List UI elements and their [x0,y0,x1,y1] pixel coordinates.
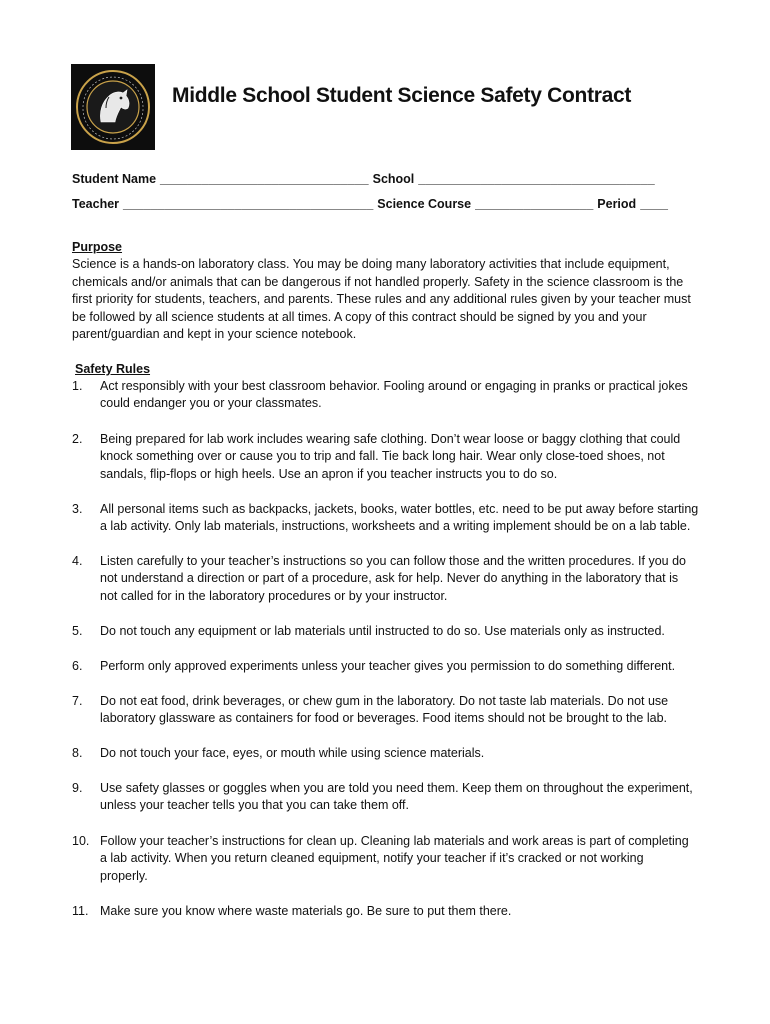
student-name-label: Student Name [72,172,157,186]
purpose-heading: Purpose [72,240,123,254]
student-name-field[interactable]: ______________________________ [160,172,369,186]
rule-number: 9. [72,781,83,795]
rule-line: unless your teacher tells you that you can take them off. [100,798,409,813]
rule-line: not called for in the laboratory procedures or by your instructor. [100,588,448,603]
rule-number: 8. [72,746,83,760]
rule-text [100,501,712,536]
rule-number: 1. [72,379,83,393]
rule-line: laboratory glassware as containers for food or beverages. Food items should not be brought to the lab. [100,711,667,726]
school-label: School [372,172,415,186]
rule-number: 11. [72,904,89,918]
rule-text [100,693,712,728]
purpose-paragraph [72,256,712,344]
rule-line: not understand a direction or part of a procedure, ask for help. Never do anything in the laboratory that is [100,571,679,586]
student-school-row [72,172,655,186]
rule-line: Perform only approved experiments unless your teacher gives you permission to do something different. [100,659,676,673]
rule-line: Use safety glasses or goggles when you are told you need them. Keep them on throughout the experiment, [100,781,693,795]
rule-number: 6. [72,659,83,673]
science-course-field[interactable]: _________________ [475,197,594,211]
rule-line: knock something over or cause you to trip and fall. Tie back long hair. Wear only close-toed shoes, not [100,449,665,464]
purpose-line: be followed by all science students at all times. A copy of this contract should be signed by you and your [72,309,647,324]
rule-line: could endanger you or your classmates. [100,396,322,411]
rule-text [100,378,712,413]
rule-text [100,431,712,483]
rule-line: properly. [100,868,148,883]
purpose-line: chemicals and/or animals that can be dangerous if not handled properly. Safety in the science classroom is the [72,274,684,289]
rule-line: Do not touch your face, eyes, or mouth while using science materials. [100,746,485,760]
rule-text [100,903,712,920]
teacher-course-row [72,197,668,211]
rule-line: a lab activity. When you return cleaned equipment, notify your teacher if it’s cracked or not working [100,851,644,866]
teacher-label: Teacher [72,197,120,211]
purpose-line: parent/guardian and kept in your science notebook. [72,327,357,342]
rule-line: Make sure you know where waste materials go. Be sure to put them there. [100,904,512,918]
rule-text [100,745,712,762]
purpose-line: Science is a hands-on laboratory class. You may be doing many laboratory activities that include equipment, [72,257,670,271]
rule-number: 7. [72,694,83,708]
school-logo [71,64,155,150]
rule-number: 3. [72,502,83,516]
rule-text [100,833,712,885]
rule-number: 2. [72,432,83,446]
rule-line: Do not touch any equipment or lab materials until instructed to do so. Use materials only as instructed. [100,624,665,638]
rule-number: 10. [72,834,90,848]
rule-line: Listen carefully to your teacher’s instructions so you can follow those and the written procedures. If you do [100,554,686,568]
rule-line: Act responsibly with your best classroom behavior. Fooling around or engaging in pranks or practical jokes [100,379,688,393]
rule-text [100,623,712,640]
rule-line: All personal items such as backpacks, jackets, books, water bottles, etc. need to be put away before starting [100,502,699,516]
rule-number: 5. [72,624,83,638]
school-field[interactable]: __________________________________ [418,172,655,186]
rule-line: Follow your teacher’s instructions for clean up. Cleaning lab materials and work areas is part of completing [100,834,689,848]
safety-rules-heading: Safety Rules [75,362,151,376]
rule-line: sandals, flip-flops or high heels. Use an apron if you teacher instructs you to do so. [100,466,558,481]
horse-head-seal-icon [71,64,155,150]
rule-line: a lab activity. Only lab materials, instructions, worksheets and a writing implement should be on a lab table. [100,519,691,534]
rule-number: 4. [72,554,83,568]
science-course-label: Science Course [377,197,472,211]
period-field[interactable]: ____ [640,197,668,211]
period-label: Period [597,197,637,211]
rule-text [100,780,712,815]
rule-text [100,658,712,675]
document-title: Middle School Student Science Safety Contract [172,84,632,107]
rule-line: Being prepared for lab work includes wearing safe clothing. Don’t wear loose or baggy clothing that could [100,432,681,446]
teacher-field[interactable]: ____________________________________ [123,197,374,211]
purpose-line: first priority for students, teachers, and parents. These rules and any additional rules given by your teacher must [72,292,691,307]
rule-text [100,553,712,605]
rule-line: Do not eat food, drink beverages, or chew gum in the laboratory. Do not taste lab materials. Do not use [100,694,669,708]
